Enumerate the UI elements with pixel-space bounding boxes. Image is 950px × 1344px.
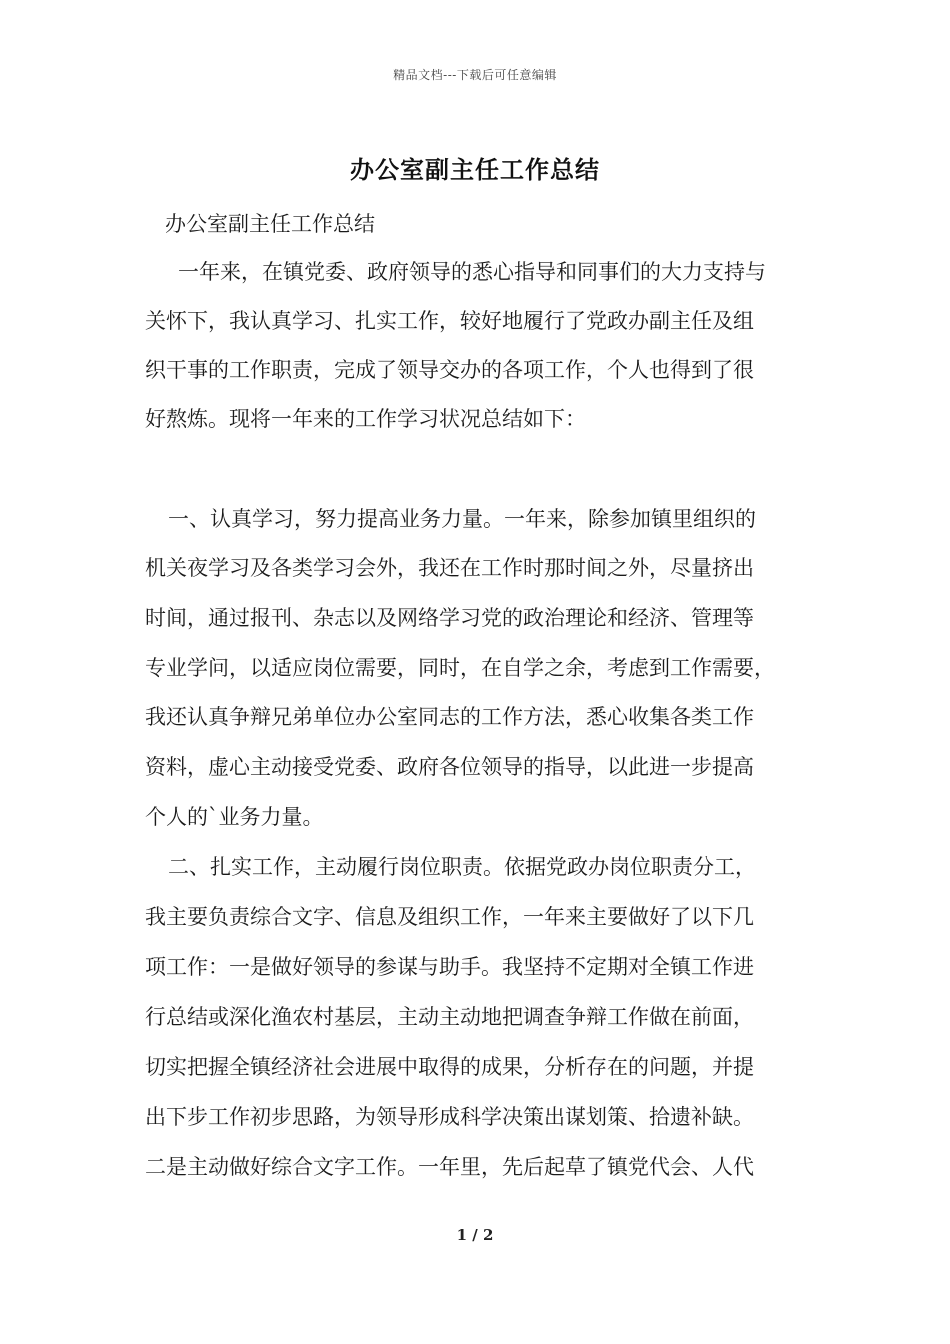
paragraph-line: 好熬炼。现将一年来的工作学习状况总结如下： [145, 407, 586, 431]
page-number: 1 / 2 [456, 1226, 494, 1244]
paragraph-line: 二是主动做好综合文字工作。一年里，先后起草了镇党代会、人代 [145, 1155, 754, 1179]
paragraph-line: 个人的`业务力量。 [145, 805, 324, 829]
document-title: 办公室副主任工作总结 [350, 155, 600, 184]
paragraph-line: 专业学问，以适应岗位需要，同时，在自学之余，考虑到工作需要， [145, 656, 775, 680]
paragraph-line: 资料，虚心主动接受党委、政府各位领导的指导，以此进一步提高 [145, 755, 754, 779]
paragraph-line: 我主要负责综合文字、信息及组织工作，一年来主要做好了以下几 [145, 905, 754, 929]
document-subtitle: 办公室副主任工作总结 [165, 212, 375, 236]
paragraph-line: 项工作：一是做好领导的参谋与助手。我坚持不定期对全镇工作进 [145, 955, 754, 979]
paragraph-line: 一年来，在镇党委、政府领导的悉心指导和同事们的大力支持与 [178, 260, 766, 284]
paragraph-line: 时间，通过报刊、杂志以及网络学习党的政治理论和经济、管理等 [145, 606, 754, 630]
page-header: 精品文档---下载后可任意编辑 [393, 68, 557, 82]
paragraph-line: 出下步工作初步思路，为领导形成科学决策出谋划策、拾遗补缺。 [145, 1105, 754, 1129]
paragraph-line: 我还认真争辩兄弟单位办公室同志的工作方法，悉心收集各类工作 [145, 705, 754, 729]
paragraph-line: 行总结或深化渔农村基层，主动主动地把调查争辩工作做在前面， [145, 1005, 754, 1029]
paragraph-line: 织干事的工作职责，完成了领导交办的各项工作，个人也得到了很 [145, 358, 754, 382]
paragraph-line: 一、认真学习，努力提高业务力量。一年来，除参加镇里组织的 [168, 507, 756, 531]
paragraph-line: 关怀下，我认真学习、扎实工作，较好地履行了党政办副主任及组 [145, 309, 754, 333]
paragraph-line: 机关夜学习及各类学习会外，我还在工作时那时间之外，尽量挤出 [145, 556, 754, 580]
paragraph-line: 切实把握全镇经济社会进展中取得的成果，分析存在的问题，并提 [145, 1055, 754, 1079]
paragraph-line: 二、扎实工作，主动履行岗位职责。依据党政办岗位职责分工， [168, 855, 756, 879]
